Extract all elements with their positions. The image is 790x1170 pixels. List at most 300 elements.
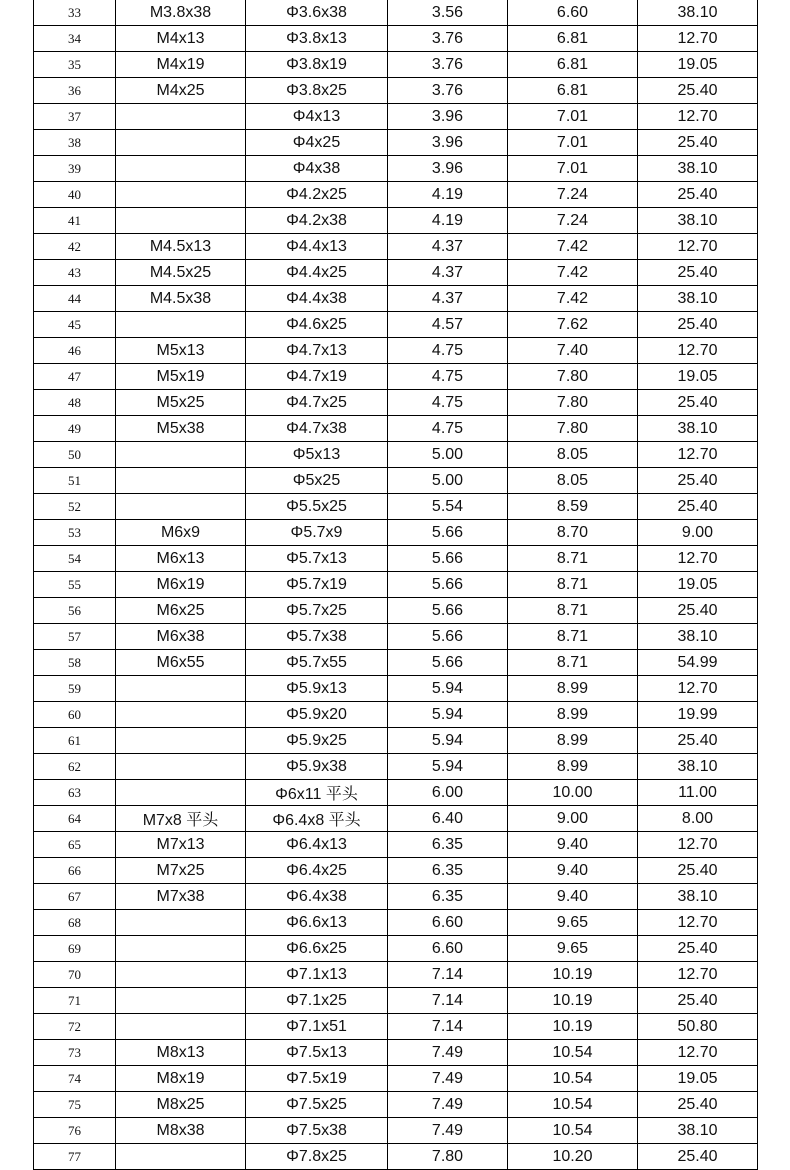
cell-diameter-length: Φ4.7x19 — [246, 364, 388, 390]
cell-value-b: 8.71 — [508, 598, 638, 624]
cell-value-b: 7.80 — [508, 390, 638, 416]
table-row — [34, 312, 758, 338]
cell-diameter-length: Φ4.7x25 — [246, 390, 388, 416]
cell-length-value: 50.80 — [638, 1014, 758, 1040]
cell-length-value: 12.70 — [638, 1040, 758, 1066]
cell-diameter-length: Φ5.9x20 — [246, 702, 388, 728]
cell-metric-size — [116, 988, 246, 1014]
cell-value-b: 9.00 — [508, 806, 638, 832]
cell-diameter-length: Φ7.1x13 — [246, 962, 388, 988]
cell-row-number: 41 — [34, 208, 116, 234]
cell-length-value: 25.40 — [638, 1144, 758, 1170]
cell-length-value: 19.05 — [638, 52, 758, 78]
cell-length-value: 19.99 — [638, 702, 758, 728]
cell-length-value: 38.10 — [638, 416, 758, 442]
cell-length-value: 12.70 — [638, 442, 758, 468]
cell-row-number: 56 — [34, 598, 116, 624]
cell-value-b: 7.24 — [508, 208, 638, 234]
cell-diameter-length: Φ6.6x25 — [246, 936, 388, 962]
cell-length-value: 12.70 — [638, 234, 758, 260]
cell-row-number: 58 — [34, 650, 116, 676]
table-row — [34, 416, 758, 442]
cell-diameter-length: Φ5x25 — [246, 468, 388, 494]
cell-length-value: 19.05 — [638, 572, 758, 598]
cell-diameter-length: Φ5.9x25 — [246, 728, 388, 754]
cell-value-b: 8.99 — [508, 702, 638, 728]
cell-length-value: 12.70 — [638, 962, 758, 988]
cell-value-a: 6.60 — [388, 936, 508, 962]
cell-value-b: 10.54 — [508, 1066, 638, 1092]
table-row — [34, 442, 758, 468]
cell-length-value: 25.40 — [638, 312, 758, 338]
cell-value-b: 6.60 — [508, 0, 638, 26]
cell-metric-size: M8x25 — [116, 1092, 246, 1118]
cell-value-a: 4.37 — [388, 234, 508, 260]
cell-row-number: 52 — [34, 494, 116, 520]
cell-diameter-length: Φ6.4x13 — [246, 832, 388, 858]
cell-metric-size — [116, 1144, 246, 1170]
cell-row-number: 44 — [34, 286, 116, 312]
cell-length-value: 25.40 — [638, 1092, 758, 1118]
cell-metric-size — [116, 780, 246, 806]
cell-value-a: 6.35 — [388, 858, 508, 884]
cell-row-number: 53 — [34, 520, 116, 546]
cell-value-b: 6.81 — [508, 78, 638, 104]
cell-value-b: 9.65 — [508, 936, 638, 962]
spec-table-body — [34, 0, 758, 1170]
cell-diameter-length: Φ4.4x25 — [246, 260, 388, 286]
cell-value-a: 4.75 — [388, 416, 508, 442]
cell-value-b: 8.71 — [508, 546, 638, 572]
cell-metric-size: M7x13 — [116, 832, 246, 858]
table-row — [34, 338, 758, 364]
cell-row-number: 71 — [34, 988, 116, 1014]
table-row — [34, 598, 758, 624]
cell-diameter-length: Φ7.1x25 — [246, 988, 388, 1014]
cell-metric-size: M7x25 — [116, 858, 246, 884]
cell-row-number: 74 — [34, 1066, 116, 1092]
cell-diameter-length: Φ7.5x38 — [246, 1118, 388, 1144]
cell-value-a: 6.60 — [388, 910, 508, 936]
cell-length-value: 38.10 — [638, 0, 758, 26]
cell-value-a: 3.96 — [388, 104, 508, 130]
cell-metric-size — [116, 910, 246, 936]
cell-length-value: 12.70 — [638, 26, 758, 52]
cell-metric-size: M5x38 — [116, 416, 246, 442]
spec-table — [33, 0, 758, 1170]
cell-metric-size: M5x19 — [116, 364, 246, 390]
cell-row-number: 68 — [34, 910, 116, 936]
cell-row-number: 38 — [34, 130, 116, 156]
cell-diameter-length: Φ3.8x25 — [246, 78, 388, 104]
cell-metric-size — [116, 754, 246, 780]
cell-diameter-length: Φ7.5x25 — [246, 1092, 388, 1118]
cell-length-value: 25.40 — [638, 936, 758, 962]
cell-row-number: 59 — [34, 676, 116, 702]
cell-diameter-length: Φ6.4x25 — [246, 858, 388, 884]
table-row — [34, 1014, 758, 1040]
cell-value-b: 10.54 — [508, 1092, 638, 1118]
cell-row-number: 33 — [34, 0, 116, 26]
cell-metric-size: M4x19 — [116, 52, 246, 78]
cell-value-a: 4.37 — [388, 286, 508, 312]
cell-metric-size — [116, 702, 246, 728]
cell-value-a: 4.75 — [388, 338, 508, 364]
cell-row-number: 39 — [34, 156, 116, 182]
cell-metric-size — [116, 728, 246, 754]
cell-row-number: 55 — [34, 572, 116, 598]
table-row — [34, 390, 758, 416]
cell-value-a: 5.94 — [388, 702, 508, 728]
cell-metric-size — [116, 494, 246, 520]
cell-value-b: 7.01 — [508, 104, 638, 130]
cell-length-value: 38.10 — [638, 156, 758, 182]
cell-metric-size — [116, 208, 246, 234]
cell-length-value: 12.70 — [638, 338, 758, 364]
cell-row-number: 75 — [34, 1092, 116, 1118]
table-row — [34, 364, 758, 390]
table-row — [34, 728, 758, 754]
cell-metric-size: M6x9 — [116, 520, 246, 546]
cell-metric-size — [116, 182, 246, 208]
cell-metric-size — [116, 156, 246, 182]
cell-value-a: 4.19 — [388, 208, 508, 234]
cell-metric-size — [116, 936, 246, 962]
table-row — [34, 1066, 758, 1092]
table-row — [34, 78, 758, 104]
cell-value-a: 7.49 — [388, 1118, 508, 1144]
table-row — [34, 546, 758, 572]
cell-metric-size — [116, 1014, 246, 1040]
cell-metric-size: M7x8 平头 — [116, 806, 246, 832]
cell-diameter-length: Φ4.2x38 — [246, 208, 388, 234]
table-row — [34, 468, 758, 494]
cell-diameter-length: Φ4.4x13 — [246, 234, 388, 260]
cell-value-b: 7.42 — [508, 286, 638, 312]
table-row — [34, 234, 758, 260]
cell-value-b: 7.40 — [508, 338, 638, 364]
cell-diameter-length: Φ3.8x13 — [246, 26, 388, 52]
cell-value-b: 6.81 — [508, 52, 638, 78]
cell-row-number: 43 — [34, 260, 116, 286]
cell-diameter-length: Φ5.7x55 — [246, 650, 388, 676]
table-row — [34, 26, 758, 52]
cell-value-b: 8.99 — [508, 754, 638, 780]
cell-value-a: 7.14 — [388, 1014, 508, 1040]
cell-metric-size — [116, 468, 246, 494]
cell-diameter-length: Φ7.1x51 — [246, 1014, 388, 1040]
cell-metric-size: M4x13 — [116, 26, 246, 52]
table-row — [34, 130, 758, 156]
table-row — [34, 988, 758, 1014]
cell-value-a: 5.94 — [388, 676, 508, 702]
cell-value-a: 4.19 — [388, 182, 508, 208]
cell-length-value: 12.70 — [638, 910, 758, 936]
cell-diameter-length: Φ6.6x13 — [246, 910, 388, 936]
cell-length-value: 54.99 — [638, 650, 758, 676]
cell-value-a: 3.76 — [388, 78, 508, 104]
cell-value-b: 7.80 — [508, 364, 638, 390]
cell-metric-size: M4.5x25 — [116, 260, 246, 286]
cell-value-b: 9.65 — [508, 910, 638, 936]
cell-value-b: 7.62 — [508, 312, 638, 338]
cell-diameter-length: Φ5.7x19 — [246, 572, 388, 598]
table-row — [34, 260, 758, 286]
cell-length-value: 25.40 — [638, 988, 758, 1014]
cell-value-b: 7.01 — [508, 130, 638, 156]
cell-length-value: 38.10 — [638, 624, 758, 650]
table-row — [34, 1040, 758, 1066]
cell-diameter-length: Φ4.7x38 — [246, 416, 388, 442]
table-row — [34, 286, 758, 312]
table-row — [34, 806, 758, 832]
table-row — [34, 962, 758, 988]
cell-value-b: 10.54 — [508, 1118, 638, 1144]
cell-length-value: 25.40 — [638, 494, 758, 520]
cell-value-b: 8.05 — [508, 468, 638, 494]
table-row — [34, 1092, 758, 1118]
cell-diameter-length: Φ4x13 — [246, 104, 388, 130]
cell-length-value: 19.05 — [638, 364, 758, 390]
cell-length-value: 12.70 — [638, 676, 758, 702]
cell-metric-size: M5x25 — [116, 390, 246, 416]
cell-row-number: 66 — [34, 858, 116, 884]
cell-value-a: 5.66 — [388, 624, 508, 650]
table-row — [34, 754, 758, 780]
cell-metric-size: M7x38 — [116, 884, 246, 910]
cell-value-a: 4.75 — [388, 364, 508, 390]
cell-row-number: 50 — [34, 442, 116, 468]
cell-value-a: 5.66 — [388, 598, 508, 624]
cell-value-a: 5.00 — [388, 468, 508, 494]
cell-metric-size: M3.8x38 — [116, 0, 246, 26]
cell-row-number: 67 — [34, 884, 116, 910]
cell-metric-size: M6x19 — [116, 572, 246, 598]
cell-metric-size — [116, 442, 246, 468]
cell-value-a: 5.94 — [388, 754, 508, 780]
cell-diameter-length: Φ7.5x19 — [246, 1066, 388, 1092]
cell-metric-size: M6x38 — [116, 624, 246, 650]
cell-value-b: 7.80 — [508, 416, 638, 442]
table-row — [34, 884, 758, 910]
cell-length-value: 25.40 — [638, 390, 758, 416]
cell-row-number: 46 — [34, 338, 116, 364]
cell-metric-size — [116, 130, 246, 156]
cell-value-b: 10.54 — [508, 1040, 638, 1066]
cell-value-b: 7.24 — [508, 182, 638, 208]
cell-length-value: 25.40 — [638, 728, 758, 754]
cell-length-value: 38.10 — [638, 754, 758, 780]
cell-value-b: 8.71 — [508, 624, 638, 650]
cell-row-number: 72 — [34, 1014, 116, 1040]
cell-length-value: 38.10 — [638, 1118, 758, 1144]
cell-row-number: 36 — [34, 78, 116, 104]
cell-row-number: 77 — [34, 1144, 116, 1170]
cell-value-b: 10.19 — [508, 1014, 638, 1040]
table-row — [34, 520, 758, 546]
cell-length-value: 19.05 — [638, 1066, 758, 1092]
cell-value-a: 5.66 — [388, 572, 508, 598]
cell-value-a: 3.76 — [388, 26, 508, 52]
cell-metric-size: M8x19 — [116, 1066, 246, 1092]
cell-value-a: 5.66 — [388, 546, 508, 572]
cell-metric-size — [116, 312, 246, 338]
cell-length-value: 25.40 — [638, 260, 758, 286]
cell-value-b: 6.81 — [508, 26, 638, 52]
cell-diameter-length: Φ4x25 — [246, 130, 388, 156]
table-row — [34, 702, 758, 728]
table-row — [34, 572, 758, 598]
cell-row-number: 61 — [34, 728, 116, 754]
table-row — [34, 0, 758, 26]
cell-value-b: 8.99 — [508, 728, 638, 754]
cell-value-b: 7.42 — [508, 260, 638, 286]
cell-metric-size: M6x55 — [116, 650, 246, 676]
cell-value-a: 7.49 — [388, 1066, 508, 1092]
table-row — [34, 104, 758, 130]
cell-value-b: 8.59 — [508, 494, 638, 520]
cell-diameter-length: Φ6.4x8 平头 — [246, 806, 388, 832]
cell-length-value: 38.10 — [638, 208, 758, 234]
cell-row-number: 35 — [34, 52, 116, 78]
cell-value-b: 10.20 — [508, 1144, 638, 1170]
table-row — [34, 832, 758, 858]
cell-row-number: 60 — [34, 702, 116, 728]
cell-length-value: 38.10 — [638, 884, 758, 910]
cell-value-a: 3.96 — [388, 156, 508, 182]
cell-value-b: 8.05 — [508, 442, 638, 468]
cell-value-a: 4.57 — [388, 312, 508, 338]
table-row — [34, 156, 758, 182]
cell-diameter-length: Φ4x38 — [246, 156, 388, 182]
cell-metric-size: M5x13 — [116, 338, 246, 364]
cell-value-a: 7.49 — [388, 1092, 508, 1118]
table-row — [34, 208, 758, 234]
table-row — [34, 910, 758, 936]
cell-value-b: 8.71 — [508, 572, 638, 598]
cell-metric-size: M4.5x38 — [116, 286, 246, 312]
cell-value-b: 8.71 — [508, 650, 638, 676]
cell-value-a: 6.00 — [388, 780, 508, 806]
cell-length-value: 38.10 — [638, 286, 758, 312]
cell-row-number: 48 — [34, 390, 116, 416]
cell-diameter-length: Φ3.8x19 — [246, 52, 388, 78]
cell-length-value: 25.40 — [638, 468, 758, 494]
cell-diameter-length: Φ4.7x13 — [246, 338, 388, 364]
cell-length-value: 12.70 — [638, 832, 758, 858]
cell-diameter-length: Φ7.8x25 — [246, 1144, 388, 1170]
cell-row-number: 42 — [34, 234, 116, 260]
cell-diameter-length: Φ5.7x13 — [246, 546, 388, 572]
cell-row-number: 37 — [34, 104, 116, 130]
cell-value-a: 6.35 — [388, 884, 508, 910]
cell-value-a: 6.40 — [388, 806, 508, 832]
cell-length-value: 11.00 — [638, 780, 758, 806]
cell-value-b: 10.00 — [508, 780, 638, 806]
cell-row-number: 76 — [34, 1118, 116, 1144]
cell-diameter-length: Φ5.7x25 — [246, 598, 388, 624]
cell-value-b: 7.01 — [508, 156, 638, 182]
cell-value-a: 7.49 — [388, 1040, 508, 1066]
cell-diameter-length: Φ4.4x38 — [246, 286, 388, 312]
cell-diameter-length: Φ5.9x38 — [246, 754, 388, 780]
table-row — [34, 624, 758, 650]
cell-diameter-length: Φ6x11 平头 — [246, 780, 388, 806]
table-row — [34, 936, 758, 962]
cell-value-a: 7.14 — [388, 988, 508, 1014]
cell-value-b: 10.19 — [508, 962, 638, 988]
cell-row-number: 34 — [34, 26, 116, 52]
cell-row-number: 73 — [34, 1040, 116, 1066]
cell-row-number: 47 — [34, 364, 116, 390]
table-row — [34, 650, 758, 676]
cell-length-value: 25.40 — [638, 598, 758, 624]
cell-row-number: 51 — [34, 468, 116, 494]
cell-value-a: 3.76 — [388, 52, 508, 78]
cell-row-number: 40 — [34, 182, 116, 208]
cell-metric-size: M6x25 — [116, 598, 246, 624]
cell-value-a: 5.00 — [388, 442, 508, 468]
cell-value-a: 5.54 — [388, 494, 508, 520]
cell-diameter-length: Φ3.6x38 — [246, 0, 388, 26]
cell-value-a: 5.66 — [388, 520, 508, 546]
cell-value-b: 9.40 — [508, 832, 638, 858]
table-row — [34, 1118, 758, 1144]
table-row — [34, 780, 758, 806]
cell-value-a: 3.96 — [388, 130, 508, 156]
cell-row-number: 65 — [34, 832, 116, 858]
cell-value-b: 7.42 — [508, 234, 638, 260]
cell-length-value: 12.70 — [638, 104, 758, 130]
cell-metric-size: M8x38 — [116, 1118, 246, 1144]
cell-diameter-length: Φ5.7x38 — [246, 624, 388, 650]
cell-diameter-length: Φ5.9x13 — [246, 676, 388, 702]
table-row — [34, 182, 758, 208]
cell-row-number: 57 — [34, 624, 116, 650]
table-row — [34, 52, 758, 78]
cell-row-number: 54 — [34, 546, 116, 572]
cell-row-number: 64 — [34, 806, 116, 832]
cell-value-b: 9.40 — [508, 884, 638, 910]
cell-value-b: 8.99 — [508, 676, 638, 702]
cell-row-number: 62 — [34, 754, 116, 780]
cell-diameter-length: Φ5.5x25 — [246, 494, 388, 520]
cell-metric-size — [116, 104, 246, 130]
cell-value-a: 6.35 — [388, 832, 508, 858]
cell-length-value: 12.70 — [638, 546, 758, 572]
cell-value-a: 7.14 — [388, 962, 508, 988]
cell-value-a: 4.75 — [388, 390, 508, 416]
table-row — [34, 858, 758, 884]
cell-value-b: 8.70 — [508, 520, 638, 546]
cell-value-a: 7.80 — [388, 1144, 508, 1170]
cell-value-a: 5.66 — [388, 650, 508, 676]
cell-diameter-length: Φ6.4x38 — [246, 884, 388, 910]
cell-row-number: 69 — [34, 936, 116, 962]
cell-metric-size: M8x13 — [116, 1040, 246, 1066]
cell-value-b: 9.40 — [508, 858, 638, 884]
cell-metric-size: M4x25 — [116, 78, 246, 104]
cell-diameter-length: Φ5x13 — [246, 442, 388, 468]
cell-diameter-length: Φ5.7x9 — [246, 520, 388, 546]
cell-value-a: 3.56 — [388, 0, 508, 26]
cell-diameter-length: Φ4.2x25 — [246, 182, 388, 208]
cell-length-value: 8.00 — [638, 806, 758, 832]
table-row — [34, 494, 758, 520]
cell-length-value: 25.40 — [638, 858, 758, 884]
table-row — [34, 676, 758, 702]
cell-metric-size: M6x13 — [116, 546, 246, 572]
